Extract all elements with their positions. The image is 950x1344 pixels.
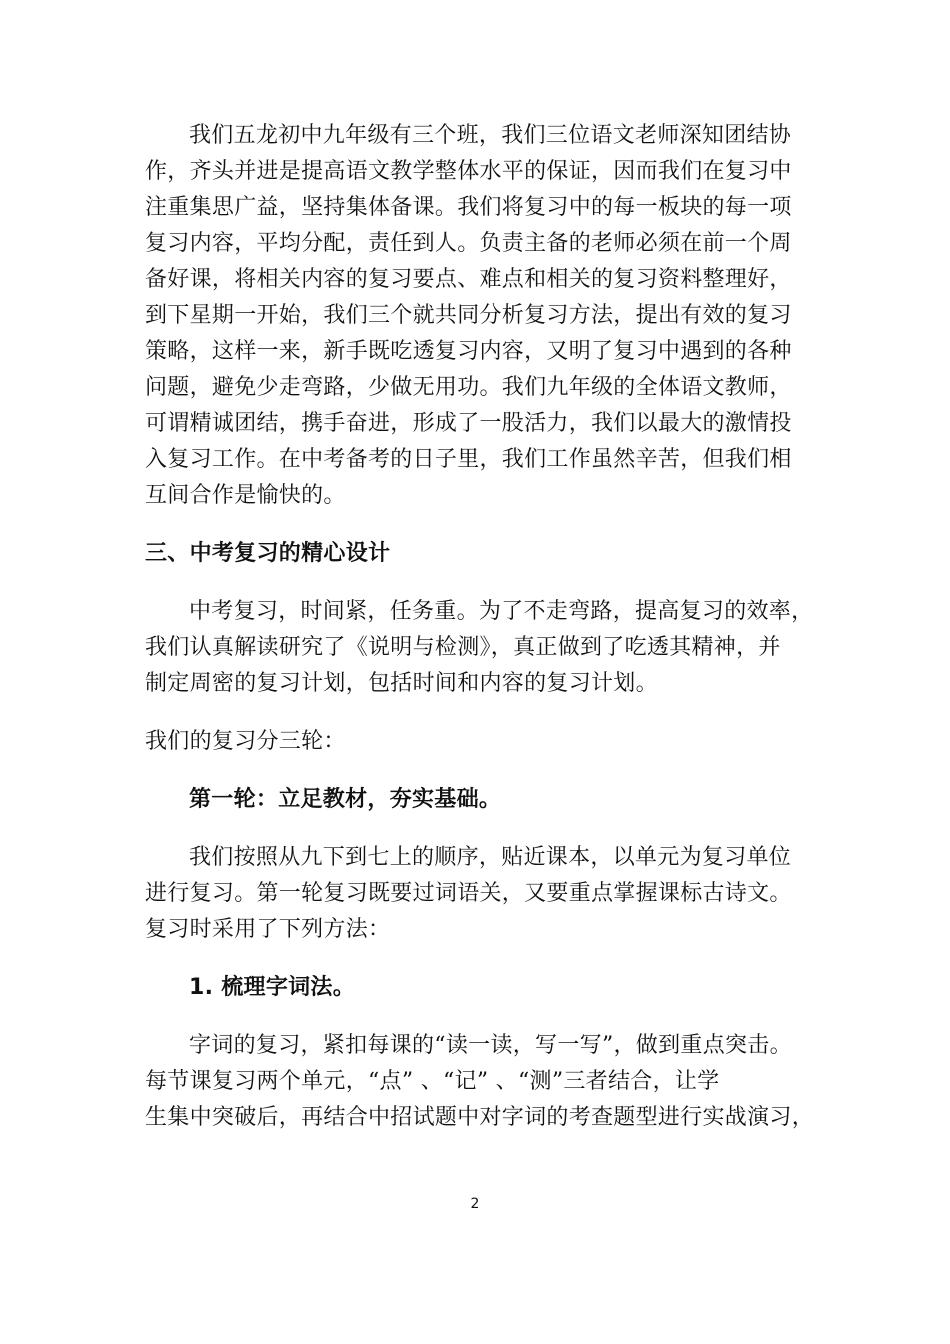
text-line: 字词的复习，紧扣每课的“读一读，写一写”，做到重点突击。 — [189, 1033, 792, 1058]
paragraph-word-review — [145, 1028, 815, 1136]
text-line: 策略，这样一来，新手既吃透复习内容，又明了复习中遇到的各种 — [145, 339, 792, 364]
paragraph-round-one — [145, 840, 805, 948]
text-line: 每节课复习两个单元，“点” 、“记” 、“测”三者结合，让学 — [145, 1069, 720, 1094]
text-line: 可谓精诚团结，携手奋进，形成了一股活力，我们以最大的激情投 — [145, 411, 792, 436]
page-number: 2 — [470, 1196, 480, 1212]
text-line: 问题，避免少走弯路，少做无用功。我们九年级的全体语文教师， — [145, 375, 792, 400]
text-line: 我们五龙初中九年级有三个班，我们三位语文老师深知团结协 — [189, 123, 792, 148]
text-line: 生集中突破后，再结合中招试题中对字词的考查题型进行实战演习， — [145, 1105, 815, 1130]
text-line: 备好课，将相关内容的复习要点、难点和相关的复习资料整理好， — [145, 267, 792, 292]
method-heading: 1. 梳理字词法。 — [189, 975, 356, 1000]
text-line: 制定周密的复习计划，包括时间和内容的复习计划。 — [145, 671, 658, 696]
text-line: 我们认真解读研究了《说明与检测》，真正做到了吃透其精神，并 — [145, 635, 781, 660]
text-line: 我们按照从九下到七上的顺序，贴近课本，以单元为复习单位 — [189, 845, 792, 870]
text-line: 互间合作是愉快的。 — [145, 483, 346, 508]
paragraph-exam-review — [145, 594, 814, 702]
text-line: 复习时采用了下列方法： — [145, 917, 391, 942]
text-line: 复习内容，平均分配，责任到人。负责主备的老师必须在前一个周 — [145, 231, 792, 256]
round-heading: 第一轮：立足教材，夯实基础。 — [189, 787, 502, 812]
text-line: 中考复习，时间紧，任务重。为了不走弯路，提高复习的效率， — [189, 599, 814, 624]
text-line: 到下星期一开始，我们三个就共同分析复习方法，提出有效的复习 — [145, 303, 792, 328]
paragraph-collaboration — [145, 118, 805, 514]
text-line: 注重集思广益，坚持集体备课。我们将复习中的每一板块的每一项 — [145, 195, 792, 220]
text-line: 作，齐头并进是提高语文教学整体水平的保证，因而我们在复习中 — [145, 159, 792, 184]
text-line: 入复习工作。在中考备考的日子里，我们工作虽然辛苦，但我们相 — [145, 447, 792, 472]
document-body — [145, 118, 815, 1136]
paragraph-three-rounds: 我们的复习分三轮： — [145, 729, 346, 754]
text-line: 进行复习。第一轮复习既要过词语关，又要重点掌握课标古诗文。 — [145, 881, 792, 906]
section-heading: 三、中考复习的精心设计 — [145, 541, 391, 566]
